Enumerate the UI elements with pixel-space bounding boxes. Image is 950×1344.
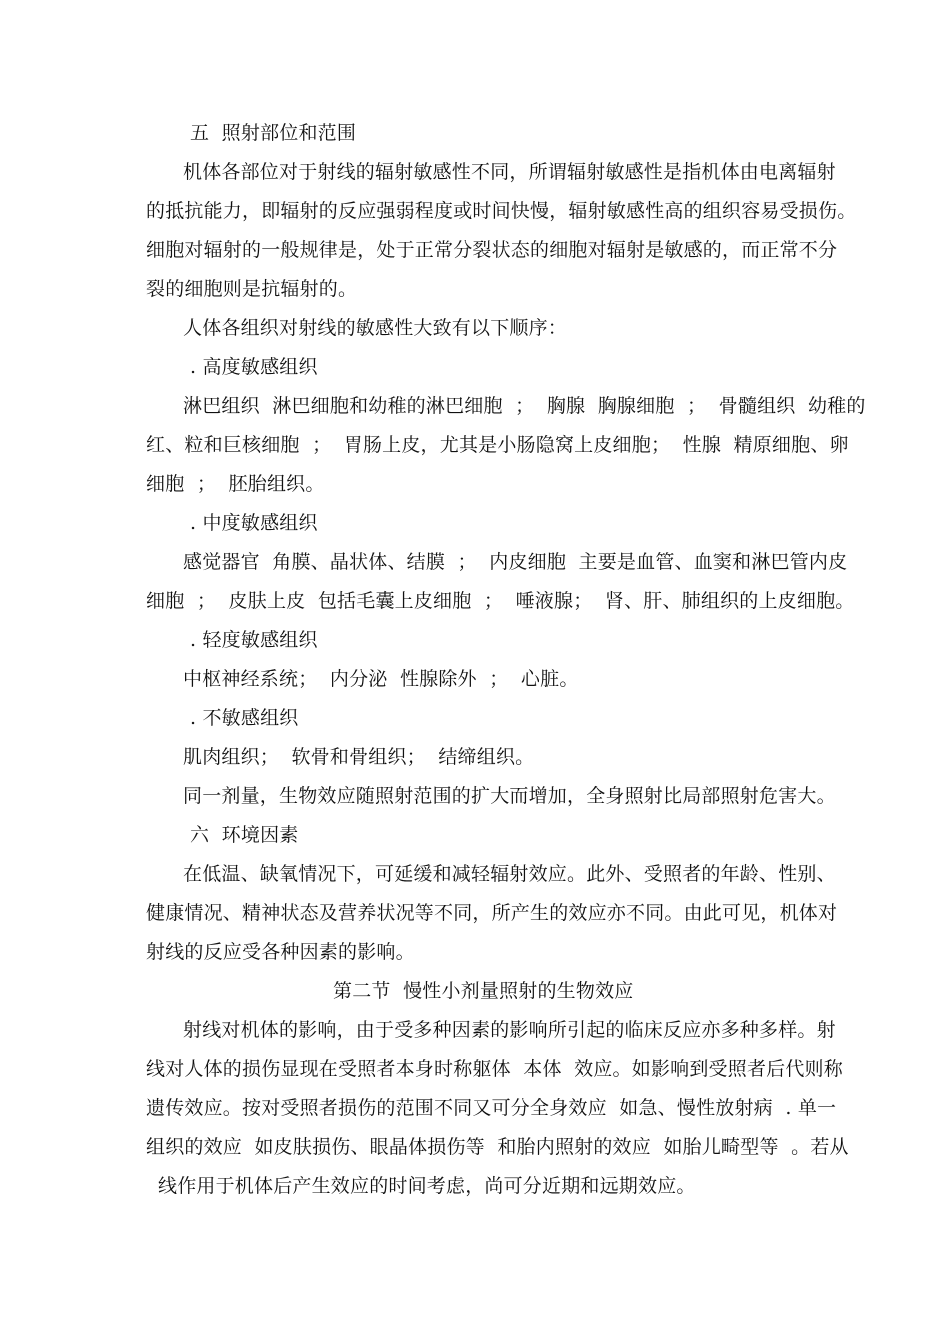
paragraph-line: 射线的反应受各种因素的影响。 [146, 941, 415, 963]
paragraph-line: 线作用于机体后产生效应的时间考虑，尚可分近期和远期效应。 [158, 1175, 696, 1197]
paragraph-line: 肌肉组织； 软骨和骨组织； 结缔组织。 [183, 746, 535, 768]
chapter-section-title: 第二节 慢性小剂量照射的生物效应 [333, 980, 634, 1002]
paragraph-line: 的抵抗能力，即辐射的反应强弱程度或时间快慢，辐射敏感性高的组织容易受损伤。 [146, 200, 857, 222]
paragraph-line: 健康情况、精神状态及营养状况等不同，所产生的效应亦不同。由此可见，机体对 [146, 902, 838, 924]
paragraph-line: 细胞对辐射的一般规律是，处于正常分裂状态的细胞对辐射是敏感的，而正常不分 [146, 239, 838, 261]
paragraph-line: 裂的细胞则是抗辐射的。 [146, 278, 358, 300]
paragraph-line: 同一剂量，生物效应随照射范围的扩大而增加，全身照射比局部照射危害大。 [183, 785, 836, 807]
list-heading-high: . 高度敏感组织 [190, 356, 318, 378]
paragraph-line: 细胞 ； 胚胎组织。 [146, 473, 325, 495]
list-heading-low: . 轻度敏感组织 [190, 629, 318, 651]
paragraph-line: 在低温、缺氧情况下，可延缓和减轻辐射效应。此外、受照者的年龄、性别、 [183, 863, 836, 885]
paragraph-line: 细胞 ； 皮肤上皮 包括毛囊上皮细胞 ； 唾液腺； 肾、肝、肺组织的上皮细胞。 [146, 590, 855, 612]
list-heading-medium: . 中度敏感组织 [190, 512, 318, 534]
paragraph-line: 红、粒和巨核细胞 ； 胃肠上皮，尤其是小肠隐窝上皮细胞； 性腺 精原细胞、卵 [146, 434, 849, 456]
paragraph-line: 遗传效应。按对受照者损伤的范围不同又可分全身效应 如急、慢性放射病 . 单一 [146, 1097, 837, 1119]
paragraph-line: 淋巴组织 淋巴细胞和幼稚的淋巴细胞 ； 胸腺 胸腺细胞 ； 骨髓组织 幼稚的 [183, 395, 866, 417]
paragraph-line: 人体各组织对射线的敏感性大致有以下顺序： [183, 317, 568, 339]
section-heading-5: 五 照射部位和范围 [190, 122, 357, 144]
paragraph-line: 线对人体的损伤显现在受照者本身时称躯体 本体 效应。如影响到受照者后代则称 [146, 1058, 843, 1080]
paragraph-line: 中枢神经系统； 内分泌 性腺除外 ； 心脏。 [183, 668, 579, 690]
list-heading-insensitive: . 不敏感组织 [190, 707, 299, 729]
paragraph-line: 组织的效应 如皮肤损伤、眼晶体损伤等 和胎内照射的效应 如胎儿畸型等 。若从 [146, 1136, 849, 1158]
section-heading-6: 六 环境因素 [190, 824, 299, 846]
paragraph-line: 机体各部位对于射线的辐射敏感性不同，所谓辐射敏感性是指机体由电离辐射 [183, 161, 836, 183]
paragraph-line: 感觉器官 角膜、晶状体、结膜 ； 内皮细胞 主要是血管、血窦和淋巴管内皮 [183, 551, 848, 573]
paragraph-line: 射线对机体的影响，由于受多种因素的影响所引起的临床反应亦多种多样。射 [183, 1019, 836, 1041]
